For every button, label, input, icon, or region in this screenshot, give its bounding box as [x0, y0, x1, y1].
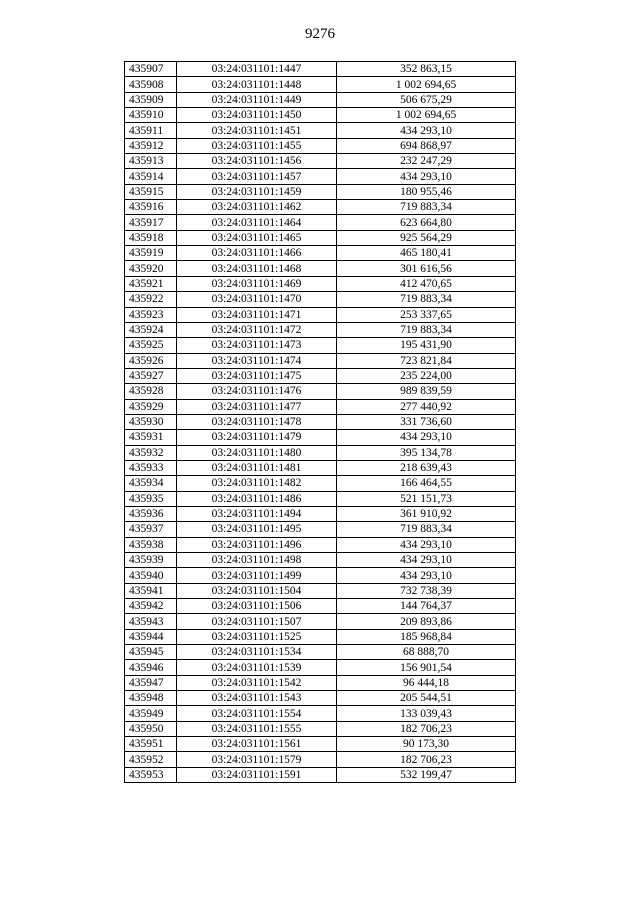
row-number-cell: 435932 — [125, 445, 177, 460]
row-number-cell: 435928 — [125, 384, 177, 399]
table-row — [125, 767, 516, 782]
cadastral-value-cell: 133 039,43 — [337, 706, 516, 721]
table-row — [125, 261, 516, 276]
page-number: 9276 — [305, 26, 335, 42]
cadastral-number-cell: 03:24:031101:1478 — [177, 414, 337, 429]
row-number-cell: 435953 — [125, 767, 177, 782]
table-row — [125, 506, 516, 521]
row-number-cell: 435939 — [125, 553, 177, 568]
row-number-cell: 435910 — [125, 108, 177, 123]
row-number-cell: 435919 — [125, 246, 177, 261]
cadastral-value-cell: 989 839,59 — [337, 384, 516, 399]
cadastral-value-cell: 694 868,97 — [337, 138, 516, 153]
cadastral-value-cell: 209 893,86 — [337, 614, 516, 629]
table-row — [125, 614, 516, 629]
table-row — [125, 384, 516, 399]
table-row — [125, 460, 516, 475]
table-row — [125, 368, 516, 383]
row-number-cell: 435950 — [125, 721, 177, 736]
table-row — [125, 123, 516, 138]
cadastral-number-cell: 03:24:031101:1462 — [177, 200, 337, 215]
table-row — [125, 752, 516, 767]
table-row — [125, 62, 516, 77]
table-row — [125, 338, 516, 353]
row-number-cell: 435931 — [125, 430, 177, 445]
cadastral-value-cell: 465 180,41 — [337, 246, 516, 261]
cadastral-number-cell: 03:24:031101:1475 — [177, 368, 337, 383]
cadastral-value-cell: 361 910,92 — [337, 506, 516, 521]
cadastral-number-cell: 03:24:031101:1468 — [177, 261, 337, 276]
cadastral-value-cell: 719 883,34 — [337, 522, 516, 537]
cadastral-value-cell: 532 199,47 — [337, 767, 516, 782]
cadastral-value-cell: 521 151,73 — [337, 491, 516, 506]
row-number-cell: 435921 — [125, 276, 177, 291]
row-number-cell: 435909 — [125, 92, 177, 107]
table-row — [125, 108, 516, 123]
cadastral-value-cell: 68 888,70 — [337, 645, 516, 660]
cadastral-number-cell: 03:24:031101:1504 — [177, 583, 337, 598]
row-number-cell: 435916 — [125, 200, 177, 215]
table-row — [125, 230, 516, 245]
row-number-cell: 435925 — [125, 338, 177, 353]
cadastral-value-cell: 434 293,10 — [337, 430, 516, 445]
cadastral-value-cell: 331 736,60 — [337, 414, 516, 429]
cadastral-number-cell: 03:24:031101:1473 — [177, 338, 337, 353]
table-row — [125, 399, 516, 414]
cadastral-number-cell: 03:24:031101:1476 — [177, 384, 337, 399]
table-row — [125, 660, 516, 675]
row-number-cell: 435927 — [125, 368, 177, 383]
cadastral-value-cell: 182 706,23 — [337, 721, 516, 736]
table-row — [125, 138, 516, 153]
cadastral-value-cell: 277 440,92 — [337, 399, 516, 414]
cadastral-value-cell: 623 664,80 — [337, 215, 516, 230]
cadastral-number-cell: 03:24:031101:1499 — [177, 568, 337, 583]
cadastral-number-cell: 03:24:031101:1470 — [177, 292, 337, 307]
row-number-cell: 435951 — [125, 737, 177, 752]
table-row — [125, 522, 516, 537]
cadastral-value-cell: 732 738,39 — [337, 583, 516, 598]
table-row — [125, 414, 516, 429]
cadastral-value-cell: 235 224,00 — [337, 368, 516, 383]
row-number-cell: 435947 — [125, 675, 177, 690]
cadastral-number-cell: 03:24:031101:1472 — [177, 322, 337, 337]
cadastral-value-cell: 434 293,10 — [337, 123, 516, 138]
row-number-cell: 435952 — [125, 752, 177, 767]
cadastral-value-cell: 205 544,51 — [337, 691, 516, 706]
table-row — [125, 553, 516, 568]
row-number-cell: 435907 — [125, 62, 177, 77]
cadastral-number-cell: 03:24:031101:1579 — [177, 752, 337, 767]
row-number-cell: 435930 — [125, 414, 177, 429]
table-row — [125, 154, 516, 169]
cadastral-number-cell: 03:24:031101:1466 — [177, 246, 337, 261]
cadastral-value-cell: 506 675,29 — [337, 92, 516, 107]
row-number-cell: 435934 — [125, 476, 177, 491]
table-row — [125, 691, 516, 706]
row-number-cell: 435933 — [125, 460, 177, 475]
table-body — [125, 62, 516, 783]
row-number-cell: 435945 — [125, 645, 177, 660]
cadastral-number-cell: 03:24:031101:1465 — [177, 230, 337, 245]
cadastral-value-cell: 1 002 694,65 — [337, 108, 516, 123]
cadastral-value-cell: 719 883,34 — [337, 200, 516, 215]
table-row — [125, 246, 516, 261]
table-row — [125, 599, 516, 614]
cadastral-value-cell: 156 901,54 — [337, 660, 516, 675]
table-row — [125, 675, 516, 690]
table-row — [125, 292, 516, 307]
row-number-cell: 435940 — [125, 568, 177, 583]
cadastral-number-cell: 03:24:031101:1479 — [177, 430, 337, 445]
cadastral-value-cell: 434 293,10 — [337, 553, 516, 568]
cadastral-value-table — [124, 61, 516, 783]
row-number-cell: 435936 — [125, 506, 177, 521]
row-number-cell: 435920 — [125, 261, 177, 276]
cadastral-value-cell: 719 883,34 — [337, 292, 516, 307]
row-number-cell: 435937 — [125, 522, 177, 537]
cadastral-value-cell: 719 883,34 — [337, 322, 516, 337]
table-row — [125, 721, 516, 736]
row-number-cell: 435908 — [125, 77, 177, 92]
cadastral-number-cell: 03:24:031101:1471 — [177, 307, 337, 322]
cadastral-number-cell: 03:24:031101:1477 — [177, 399, 337, 414]
cadastral-value-cell: 195 431,90 — [337, 338, 516, 353]
row-number-cell: 435911 — [125, 123, 177, 138]
cadastral-value-cell: 434 293,10 — [337, 568, 516, 583]
cadastral-value-cell: 434 293,10 — [337, 169, 516, 184]
cadastral-number-cell: 03:24:031101:1455 — [177, 138, 337, 153]
cadastral-number-cell: 03:24:031101:1474 — [177, 353, 337, 368]
cadastral-number-cell: 03:24:031101:1542 — [177, 675, 337, 690]
cadastral-value-cell: 90 173,30 — [337, 737, 516, 752]
table-row — [125, 200, 516, 215]
row-number-cell: 435926 — [125, 353, 177, 368]
cadastral-value-cell: 96 444,18 — [337, 675, 516, 690]
cadastral-number-cell: 03:24:031101:1456 — [177, 154, 337, 169]
table-row — [125, 276, 516, 291]
row-number-cell: 435929 — [125, 399, 177, 414]
cadastral-value-cell: 232 247,29 — [337, 154, 516, 169]
cadastral-number-cell: 03:24:031101:1469 — [177, 276, 337, 291]
cadastral-value-cell: 352 863,15 — [337, 62, 516, 77]
cadastral-value-cell: 412 470,65 — [337, 276, 516, 291]
cadastral-number-cell: 03:24:031101:1464 — [177, 215, 337, 230]
table-row — [125, 430, 516, 445]
row-number-cell: 435946 — [125, 660, 177, 675]
row-number-cell: 435912 — [125, 138, 177, 153]
cadastral-value-cell: 182 706,23 — [337, 752, 516, 767]
cadastral-number-cell: 03:24:031101:1561 — [177, 737, 337, 752]
table-row — [125, 568, 516, 583]
cadastral-number-cell: 03:24:031101:1543 — [177, 691, 337, 706]
table-row — [125, 629, 516, 644]
cadastral-value-cell: 723 821,84 — [337, 353, 516, 368]
cadastral-value-cell: 434 293,10 — [337, 537, 516, 552]
cadastral-number-cell: 03:24:031101:1449 — [177, 92, 337, 107]
cadastral-number-cell: 03:24:031101:1447 — [177, 62, 337, 77]
table-row — [125, 215, 516, 230]
row-number-cell: 435922 — [125, 292, 177, 307]
table-row — [125, 476, 516, 491]
cadastral-number-cell: 03:24:031101:1481 — [177, 460, 337, 475]
cadastral-number-cell: 03:24:031101:1591 — [177, 767, 337, 782]
row-number-cell: 435949 — [125, 706, 177, 721]
row-number-cell: 435941 — [125, 583, 177, 598]
cadastral-value-cell: 185 968,84 — [337, 629, 516, 644]
row-number-cell: 435924 — [125, 322, 177, 337]
cadastral-value-cell: 253 337,65 — [337, 307, 516, 322]
table-row — [125, 645, 516, 660]
row-number-cell: 435917 — [125, 215, 177, 230]
row-number-cell: 435918 — [125, 230, 177, 245]
cadastral-number-cell: 03:24:031101:1459 — [177, 184, 337, 199]
cadastral-number-cell: 03:24:031101:1480 — [177, 445, 337, 460]
cadastral-value-cell: 218 639,43 — [337, 460, 516, 475]
table-row — [125, 307, 516, 322]
cadastral-number-cell: 03:24:031101:1506 — [177, 599, 337, 614]
cadastral-number-cell: 03:24:031101:1534 — [177, 645, 337, 660]
cadastral-number-cell: 03:24:031101:1451 — [177, 123, 337, 138]
cadastral-value-cell: 301 616,56 — [337, 261, 516, 276]
cadastral-number-cell: 03:24:031101:1555 — [177, 721, 337, 736]
row-number-cell: 435914 — [125, 169, 177, 184]
table-row — [125, 706, 516, 721]
cadastral-number-cell: 03:24:031101:1495 — [177, 522, 337, 537]
table-row — [125, 445, 516, 460]
cadastral-number-cell: 03:24:031101:1450 — [177, 108, 337, 123]
row-number-cell: 435943 — [125, 614, 177, 629]
row-number-cell: 435915 — [125, 184, 177, 199]
cadastral-number-cell: 03:24:031101:1496 — [177, 537, 337, 552]
cadastral-number-cell: 03:24:031101:1525 — [177, 629, 337, 644]
cadastral-number-cell: 03:24:031101:1482 — [177, 476, 337, 491]
row-number-cell: 435948 — [125, 691, 177, 706]
cadastral-number-cell: 03:24:031101:1554 — [177, 706, 337, 721]
table-row — [125, 583, 516, 598]
cadastral-value-cell: 395 134,78 — [337, 445, 516, 460]
row-number-cell: 435944 — [125, 629, 177, 644]
cadastral-value-cell: 925 564,29 — [337, 230, 516, 245]
table-row — [125, 77, 516, 92]
table-row — [125, 92, 516, 107]
row-number-cell: 435913 — [125, 154, 177, 169]
table-row — [125, 169, 516, 184]
table-row — [125, 537, 516, 552]
cadastral-number-cell: 03:24:031101:1457 — [177, 169, 337, 184]
row-number-cell: 435938 — [125, 537, 177, 552]
cadastral-number-cell: 03:24:031101:1539 — [177, 660, 337, 675]
cadastral-number-cell: 03:24:031101:1448 — [177, 77, 337, 92]
table-row — [125, 491, 516, 506]
table-row — [125, 184, 516, 199]
cadastral-number-cell: 03:24:031101:1494 — [177, 506, 337, 521]
table-row — [125, 353, 516, 368]
cadastral-number-cell: 03:24:031101:1507 — [177, 614, 337, 629]
cadastral-value-cell: 166 464,55 — [337, 476, 516, 491]
cadastral-number-cell: 03:24:031101:1486 — [177, 491, 337, 506]
row-number-cell: 435923 — [125, 307, 177, 322]
row-number-cell: 435935 — [125, 491, 177, 506]
row-number-cell: 435942 — [125, 599, 177, 614]
cadastral-number-cell: 03:24:031101:1498 — [177, 553, 337, 568]
cadastral-value-cell: 180 955,46 — [337, 184, 516, 199]
cadastral-value-cell: 144 764,37 — [337, 599, 516, 614]
table-row — [125, 737, 516, 752]
cadastral-value-cell: 1 002 694,65 — [337, 77, 516, 92]
table-row — [125, 322, 516, 337]
